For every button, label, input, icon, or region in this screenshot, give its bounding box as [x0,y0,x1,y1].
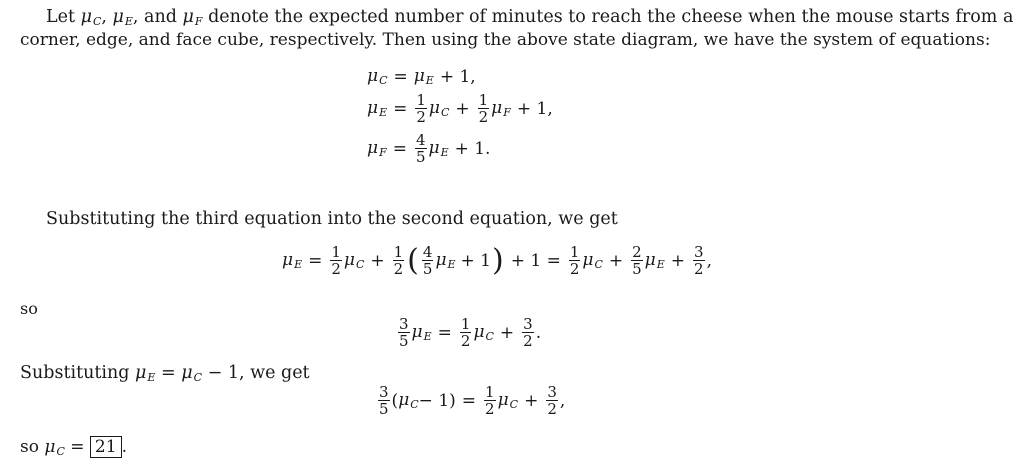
substitution-text: Substituting the third equation into the second equation, we get [46,209,618,229]
conclusion-line: so $\mu_C = 21$ . [20,437,127,458]
mu-e-symbol: $\mu_E$ [112,7,133,28]
equation-3: $\mu_F$ = $\frac{4}{5}$ $\mu_E$ + 1. [367,131,491,166]
answer-box: 21 [90,436,122,458]
equation-2: $\mu_E$ = $\frac{1}{2}$ $\mu_C$ + $\frac{1}{2}$ $\mu_F$ + 1, [367,91,553,126]
final-equation: $\frac{3}{5}$ ( $\mu_C$ − 1) = $\frac{1}{2}$ $\mu_C$ + $\frac{3}{2}$ , [379,383,566,418]
mu-f-symbol: $\mu_F$ [182,7,203,28]
substituting-line: Substituting $\mu_E = \mu_C - 1$, we get [20,363,310,384]
equation-1: $\mu_C$ = $\mu_E$ + 1, [367,66,476,87]
so-text: so [20,299,38,318]
simplified-equation: $\frac{3}{5}$ $\mu_E$ = $\frac{1}{2}$ $\mu_C$ + $\frac{3}{2}$ . [399,315,542,350]
intro-line-2: corner, edge, and face cube, respectively. Then using the above state diagram, we have the system of equations: [20,30,991,50]
mu-c-symbol: $\mu_C$ [80,7,102,28]
intro-line-1: Let $\mu_C$, $\mu_E$, and $\mu_F$ denote the expected number of minutes to reach the cheese when the mouse starts from a [46,7,1013,28]
expanded-equation: $\mu_E$ = $\frac{1}{2}$ $\mu_C$ + $\frac{1}{2}$ ( $\frac{4}{5}$ $\mu_E$ + 1 ) + 1 = $\frac{1}{2}$ $\mu_C$ + $\frac{2}{5}$ $\mu_E$ + $\frac{3}{2}$ , [282,242,712,278]
